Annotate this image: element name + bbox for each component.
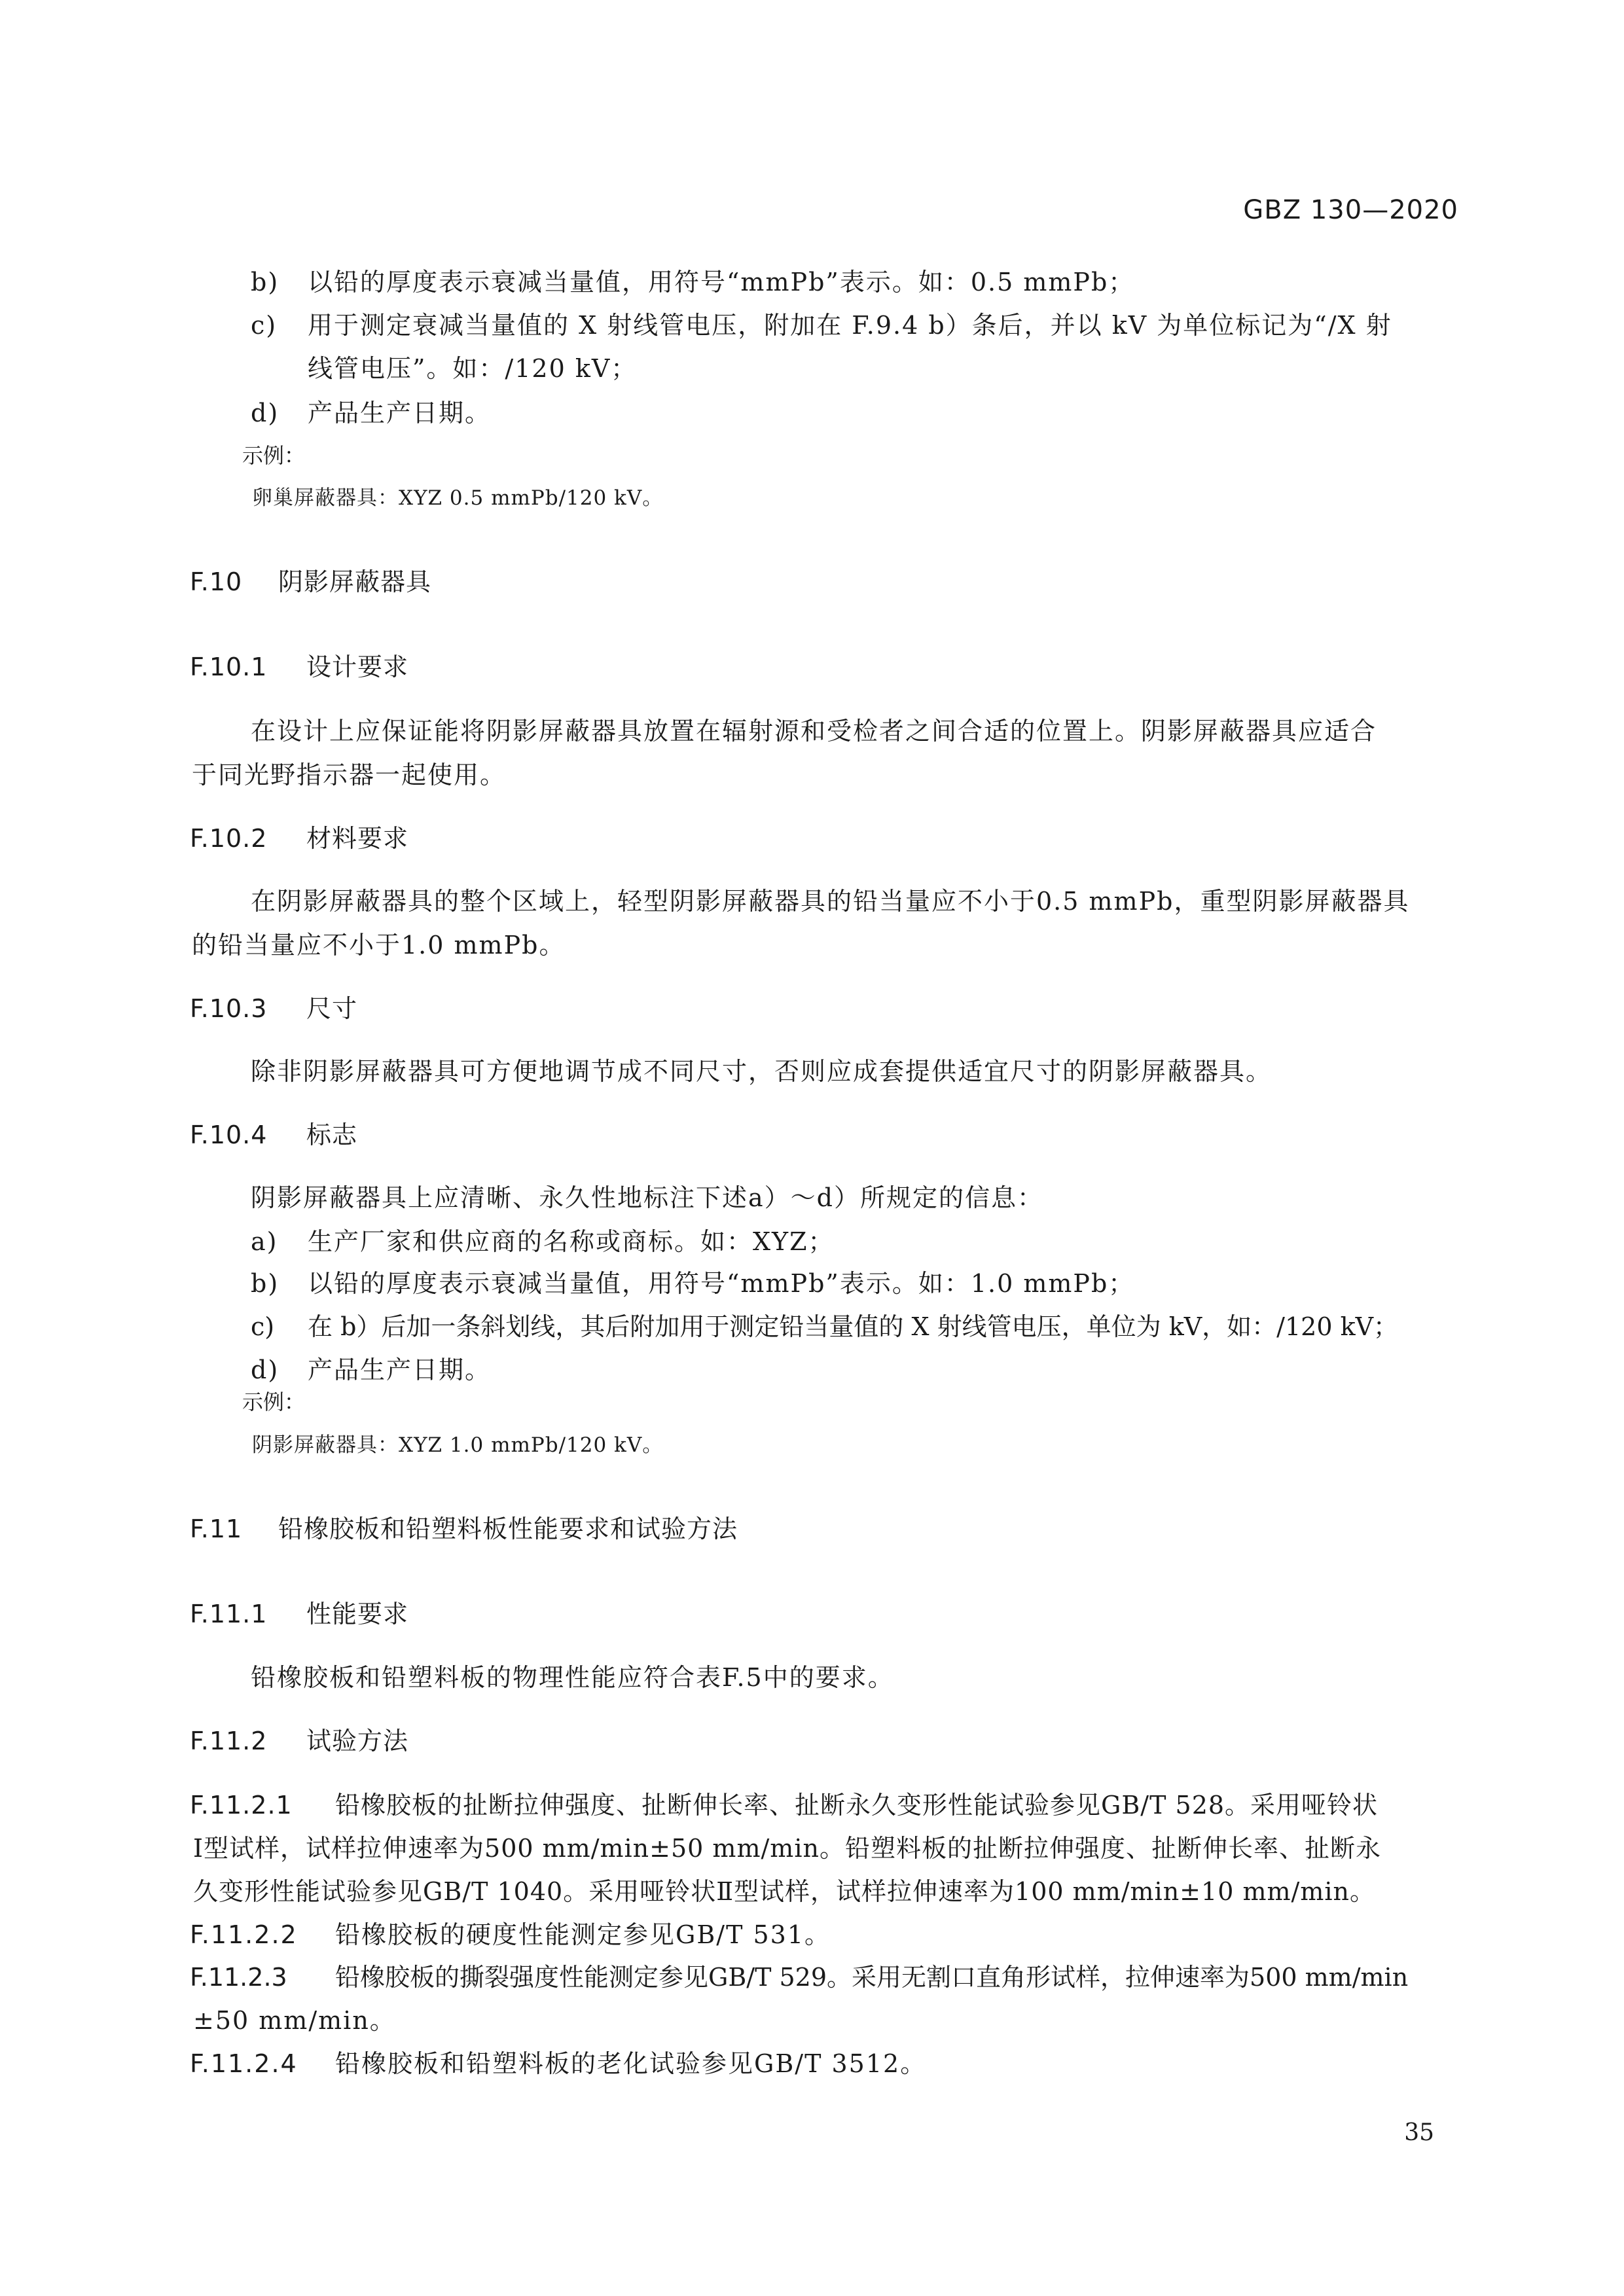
clause-continuation: ±50 mm/min。 xyxy=(193,2006,396,2035)
list-item: b) 以铅的厚度表示衰减当量值，用符号“mmPb”表示。如：1.0 mmPb； xyxy=(251,1269,1135,1298)
list-item: c) 在 b）后加一条斜划线，其后附加用于测定铅当量值的 X 射线管电压，单位为 kV，如：/120 kV； xyxy=(251,1312,1399,1341)
paragraph-line: 阴影屏蔽器具上应清晰、永久性地标注下述a）～d）所规定的信息： xyxy=(251,1183,1043,1212)
list-item: a) 生产厂家和供应商的名称或商标。如：XYZ； xyxy=(251,1227,835,1256)
paragraph-line: 的铅当量应不小于1.0 mmPb。 xyxy=(192,931,566,960)
list-item: d) 产品生产日期。 xyxy=(251,399,492,427)
subsection-heading: F.10.4 标志 xyxy=(190,1121,358,1149)
document-id-header: GBZ 130—2020 xyxy=(1243,195,1458,225)
subsection-heading: F.11.2 试验方法 xyxy=(190,1727,409,1755)
paragraph-line: 除非阴影屏蔽器具可方便地调节成不同尺寸，否则应成套提供适宜尺寸的阴影屏蔽器具。 xyxy=(251,1057,1272,1086)
section-heading: F.11 铅橡胶板和铅塑料板性能要求和试验方法 xyxy=(190,1515,738,1543)
subsection-heading: F.10.3 尺寸 xyxy=(190,994,358,1023)
list-item-continuation: 线管电压”。如：/120 kV； xyxy=(308,354,638,383)
example-text: 阴影屏蔽器具：XYZ 1.0 mmPb/120 kV。 xyxy=(252,1433,664,1457)
example-label: 示例： xyxy=(242,1390,306,1414)
example-label: 示例： xyxy=(242,443,306,468)
list-item: b) 以铅的厚度表示衰减当量值，用符号“mmPb”表示。如：0.5 mmPb； xyxy=(251,268,1135,296)
paragraph-line: 在设计上应保证能将阴影屏蔽器具放置在辐射源和受检者之间合适的位置上。阴影屏蔽器具应适合 xyxy=(251,717,1377,745)
page-number: 35 xyxy=(1404,2119,1434,2146)
paragraph-line: 在阴影屏蔽器具的整个区域上，轻型阴影屏蔽器具的铅当量应不小于0.5 mmPb，重型阴影屏蔽器具 xyxy=(251,887,1410,916)
clause: F.11.2.3 铅橡胶板的撕裂强度性能测定参见GB/T 529。采用无割口直角形试样，拉伸速率为500 mm/min xyxy=(190,1963,1409,1992)
clause: F.11.2.4 铅橡胶板和铅塑料板的老化试验参见GB/T 3512。 xyxy=(190,2049,927,2078)
section-heading: F.10 阴影屏蔽器具 xyxy=(190,567,432,596)
example-text: 卵巢屏蔽器具：XYZ 0.5 mmPb/120 kV。 xyxy=(252,486,664,510)
paragraph-line: 铅橡胶板和铅塑料板的物理性能应符合表F.5中的要求。 xyxy=(251,1663,894,1692)
clause-continuation: Ⅰ型试样，试样拉伸速率为500 mm/min±50 mm/min。铅塑料板的扯断拉伸强度、扯断伸长率、扯断永 xyxy=(193,1834,1381,1863)
subsection-heading: F.10.1 设计要求 xyxy=(190,653,409,681)
subsection-heading: F.10.2 材料要求 xyxy=(190,824,409,853)
clause: F.11.2.1 铅橡胶板的扯断拉伸强度、扯断伸长率、扯断永久变形性能试验参见GB/T 528。采用哑铃状 xyxy=(190,1791,1379,1820)
clause: F.11.2.2 铅橡胶板的硬度性能测定参见GB/T 531。 xyxy=(190,1920,831,1949)
subsection-heading: F.11.1 性能要求 xyxy=(190,1600,409,1628)
list-item: d) 产品生产日期。 xyxy=(251,1355,492,1384)
list-item: c) 用于测定衰减当量值的 X 射线管电压，附加在 F.9.4 b）条后，并以 kV 为单位标记为“/X 射 xyxy=(251,311,1392,340)
clause-continuation: 久变形性能试验参见GB/T 1040。采用哑铃状Ⅱ型试样，试样拉伸速率为100 mm/min±10 mm/min。 xyxy=(193,1877,1375,1906)
paragraph-line: 于同光野指示器一起使用。 xyxy=(192,761,507,789)
